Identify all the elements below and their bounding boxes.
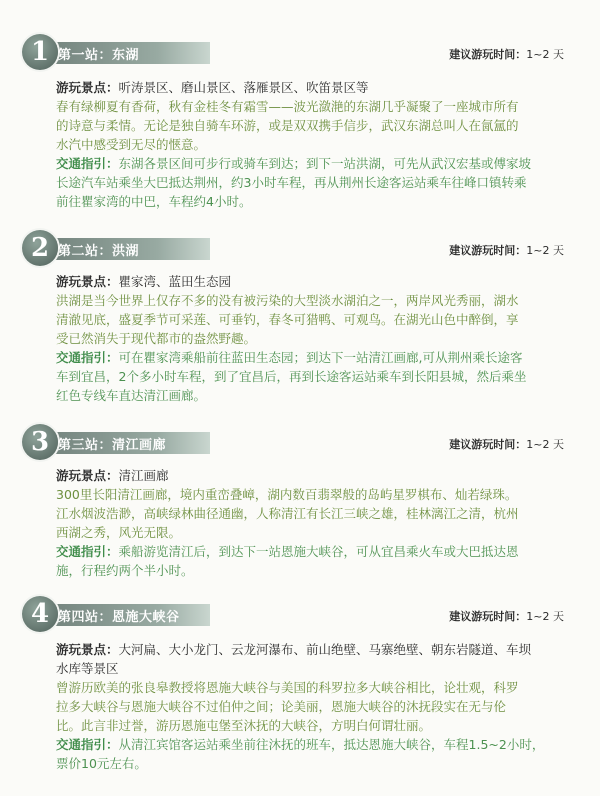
suggested-duration: [449, 46, 564, 62]
description-line: 受已然消失于现代都市的盎然野趣。: [56, 331, 257, 346]
stop-4-content: [56, 640, 556, 773]
spots-line: [56, 640, 556, 659]
transport-line: [56, 735, 556, 754]
spots-label: 游玩景点：: [56, 274, 119, 289]
duration-value: 1~2 天: [526, 48, 564, 61]
suggest-label: 建议游玩时间：: [449, 610, 527, 623]
transport-label: 交通指引：: [56, 737, 119, 752]
description-line: 西湖之秀，风光无限。: [56, 525, 182, 540]
stop-1-content: [56, 78, 556, 211]
description-line: 的诗意与柔情。无论是独自骑车环游，或是双双携手信步，武汉东湖总叫人在氤氲的: [56, 118, 519, 133]
spots-label: 游玩景点：: [56, 80, 119, 95]
stop-title: 第一站：东湖: [58, 48, 140, 63]
duration-value: 1~2 天: [526, 438, 564, 451]
transport-line: 长途汽车站乘坐大巴抵达荆州，约3小时车程，再从荆州长途客运站乘车往峰口镇转乘: [56, 175, 527, 190]
stop-3-banner: [22, 424, 582, 462]
description-line: 曾游历欧美的张良皋教授将恩施大峡谷与美国的科罗拉多大峡谷相比，论壮观，科罗: [56, 680, 519, 695]
transport-line: 车到宜昌，2个多小时车程，到了宜昌后，再到长途客运站乘车到长阳县城，然后乘坐: [56, 369, 527, 384]
spots-value: 瞿家湾、蓝田生态园: [118, 274, 232, 289]
transport-line: [56, 348, 556, 367]
stop-number-badge: 4: [22, 596, 58, 632]
transport-value: 从清江宾馆客运站乘坐前往沐抚的班车，抵达恩施大峡谷，车程1.5~2小时，: [118, 737, 545, 752]
transport-value: 乘船游览清江后，到达下一站恩施大峡谷，可从宜昌乘火车或大巴抵达恩: [118, 544, 519, 559]
description-line: 洪湖是当今世界上仅存不多的没有被污染的大型淡水湖泊之一，两岸风光秀丽，湖水: [56, 293, 519, 308]
suggested-duration: [449, 608, 564, 624]
stop-number-badge: 1: [22, 34, 58, 70]
transport-label: 交通指引：: [56, 350, 119, 365]
transport-label: 交通指引：: [56, 156, 119, 171]
spots-value: 清江画廊: [118, 468, 169, 483]
transport-line: [56, 154, 556, 173]
stop-1-banner: [22, 34, 582, 72]
suggest-label: 建议游玩时间：: [449, 438, 527, 451]
transport-line: 红色专线车直达清江画廊。: [56, 388, 207, 403]
transport-label: 交通指引：: [56, 544, 119, 559]
transport-line: 票价10元左右。: [56, 756, 147, 771]
description-line: 江水烟波浩渺，高峡绿林曲径通幽，人称清江有长江三峡之雄，桂林漓江之清，杭州: [56, 506, 519, 521]
spots-line: [56, 466, 556, 485]
transport-line: 前往瞿家湾的中巴，车程约4小时。: [56, 194, 252, 209]
spots-line: 水库等景区: [56, 661, 119, 676]
spots-line: [56, 272, 556, 291]
transport-line: 施，行程约两个半小时。: [56, 563, 194, 578]
description-line: 300里长阳清江画廊，境内重峦叠嶂，湖内数百翡翠般的岛屿星罗棋布、灿若绿珠。: [56, 487, 518, 502]
spots-label: 游玩景点：: [56, 468, 119, 483]
stop-2-content: [56, 272, 556, 405]
stop-title: 第四站：恩施大峡谷: [58, 610, 180, 625]
description-line: 拉多大峡谷与恩施大峡谷不过伯仲之间；论美丽，恩施大峡谷的沐抚段实在无与伦: [56, 699, 507, 714]
spots-line: [56, 78, 556, 97]
stop-number-badge: 2: [22, 230, 58, 266]
stop-3-content: [56, 466, 556, 580]
spots-value: 大河扁、大小龙门、云龙河瀑布、前山绝壁、马寨绝壁、朝东岩隧道、车坝: [118, 642, 532, 657]
suggest-label: 建议游玩时间：: [449, 48, 527, 61]
transport-value: 东湖各景区间可步行或骑车到达；到下一站洪湖，可先从武汉宏基或傅家坡: [118, 156, 532, 171]
stop-2-banner: [22, 230, 582, 268]
description-line: 比。此言非过誉，游历恩施屯堡至沐抚的大峡谷，方明白何谓壮丽。: [56, 718, 432, 733]
stop-title: 第三站：清江画廊: [58, 438, 167, 453]
suggested-duration: [449, 436, 564, 452]
transport-value: 可在瞿家湾乘船前往蓝田生态园；到达下一站清江画廊,可从荆州乘长途客: [118, 350, 523, 365]
stop-4-banner: [22, 596, 582, 634]
duration-value: 1~2 天: [526, 610, 564, 623]
suggest-label: 建议游玩时间：: [449, 244, 527, 257]
stop-number-badge: 3: [22, 424, 58, 460]
description-line: 春有绿柳夏有香荷，秋有金桂冬有霜雪——波光潋滟的东湖几乎凝聚了一座城市所有: [56, 99, 519, 114]
stop-title: 第二站：洪湖: [58, 244, 140, 259]
duration-value: 1~2 天: [526, 244, 564, 257]
description-line: 清澈见底，盛夏季节可采莲、可垂钓，春冬可猎鸭、可观鸟。在湖光山色中醉倒，享: [56, 312, 519, 327]
spots-value: 听涛景区、磨山景区、落雁景区、吹笛景区等: [118, 80, 369, 95]
transport-line: [56, 542, 556, 561]
spots-label: 游玩景点：: [56, 642, 119, 657]
suggested-duration: [449, 242, 564, 258]
description-line: 水汽中感受到无尽的惬意。: [56, 137, 207, 152]
